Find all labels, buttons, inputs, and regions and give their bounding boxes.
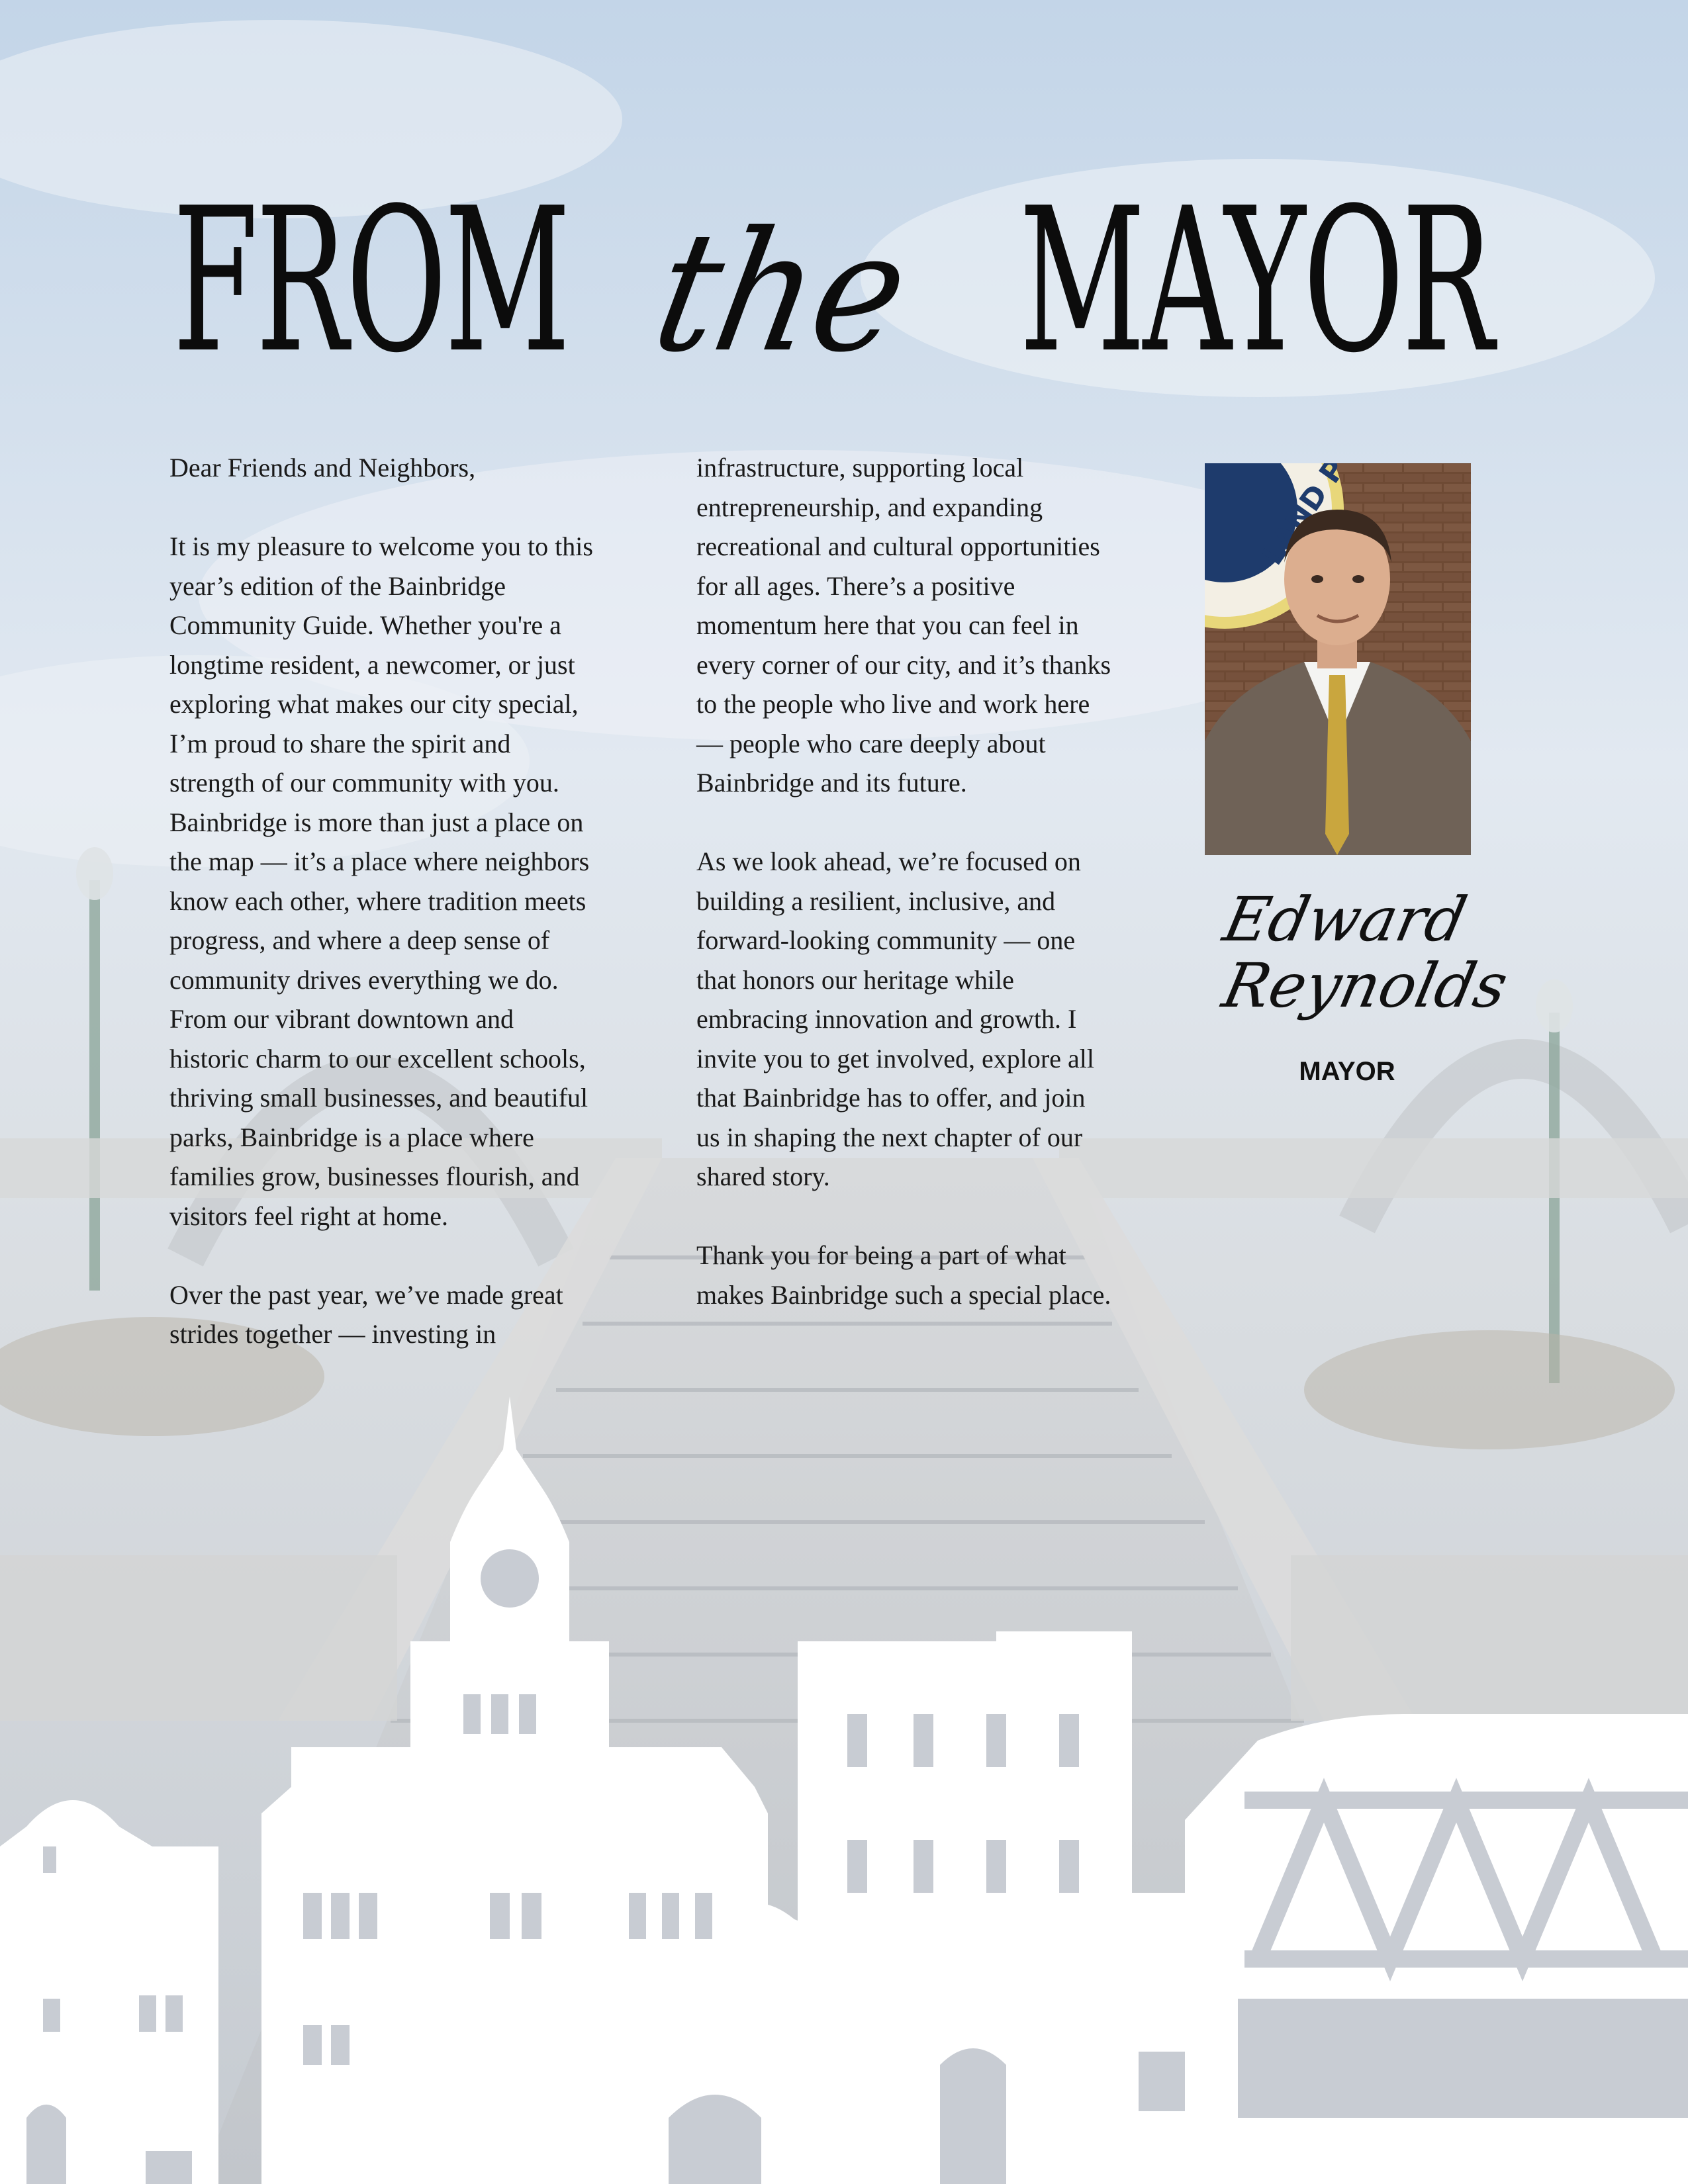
mayor-role: MAYOR	[1299, 1057, 1395, 1086]
letter-column-1: Dear Friends and Neighbors, It is my pleasure to welcome you to this year’s edition of the Bainbridge Community Guide. Whether you're a longtime resident, a newcomer, or just exploring what makes our city special, I’m proud to share the spirit and strength of our community with you. Bainbridge is more than just a place on the map — it’s a place where neighbors know each other, where tradition meets progress, and where a deep sense of community drives everything we do. From our vibrant downtown and historic charm to our excellent schools, thriving small businesses, and beautiful parks, Bainbridge is a place where families grow, businesses flourish, and visitors feel right at home. Over the past year, we’ve made great strides together — investing in	[169, 453, 593, 1349]
title-from: FROM	[172, 165, 568, 396]
letter-column-2: infrastructure, supporting local entrepreneurship, and expanding recreational and cultural opportunities for all ages. There’s a positive momentum here that you can feel in every corner of our city, and it’s thanks to the people who live and work here — people who care deeply about Bainbridge and its future. As we look ahead, we’re focused on building a resilient, inclusive, and forward-looking community — one that honors our heritage while embracing innovation and growth. I invite you to get involved, explore all that Bainbridge has to offer, and join us in shaping the next chapter of our shared story. Thank you for being a part of what makes Bainbridge such a special place.	[696, 453, 1111, 1310]
signature-last: Reynolds	[1217, 950, 1514, 1021]
seal-text: LAND	[1255, 478, 1335, 572]
title-mayor: MAYOR	[1019, 165, 1492, 396]
mayor-photo	[1205, 463, 1471, 855]
mayor-portrait-image	[1205, 463, 1471, 855]
page-title	[0, 165, 1688, 396]
mayor-signature	[1204, 884, 1514, 1021]
title-the: the	[641, 196, 922, 388]
signature-first: Edward	[1217, 884, 1473, 955]
